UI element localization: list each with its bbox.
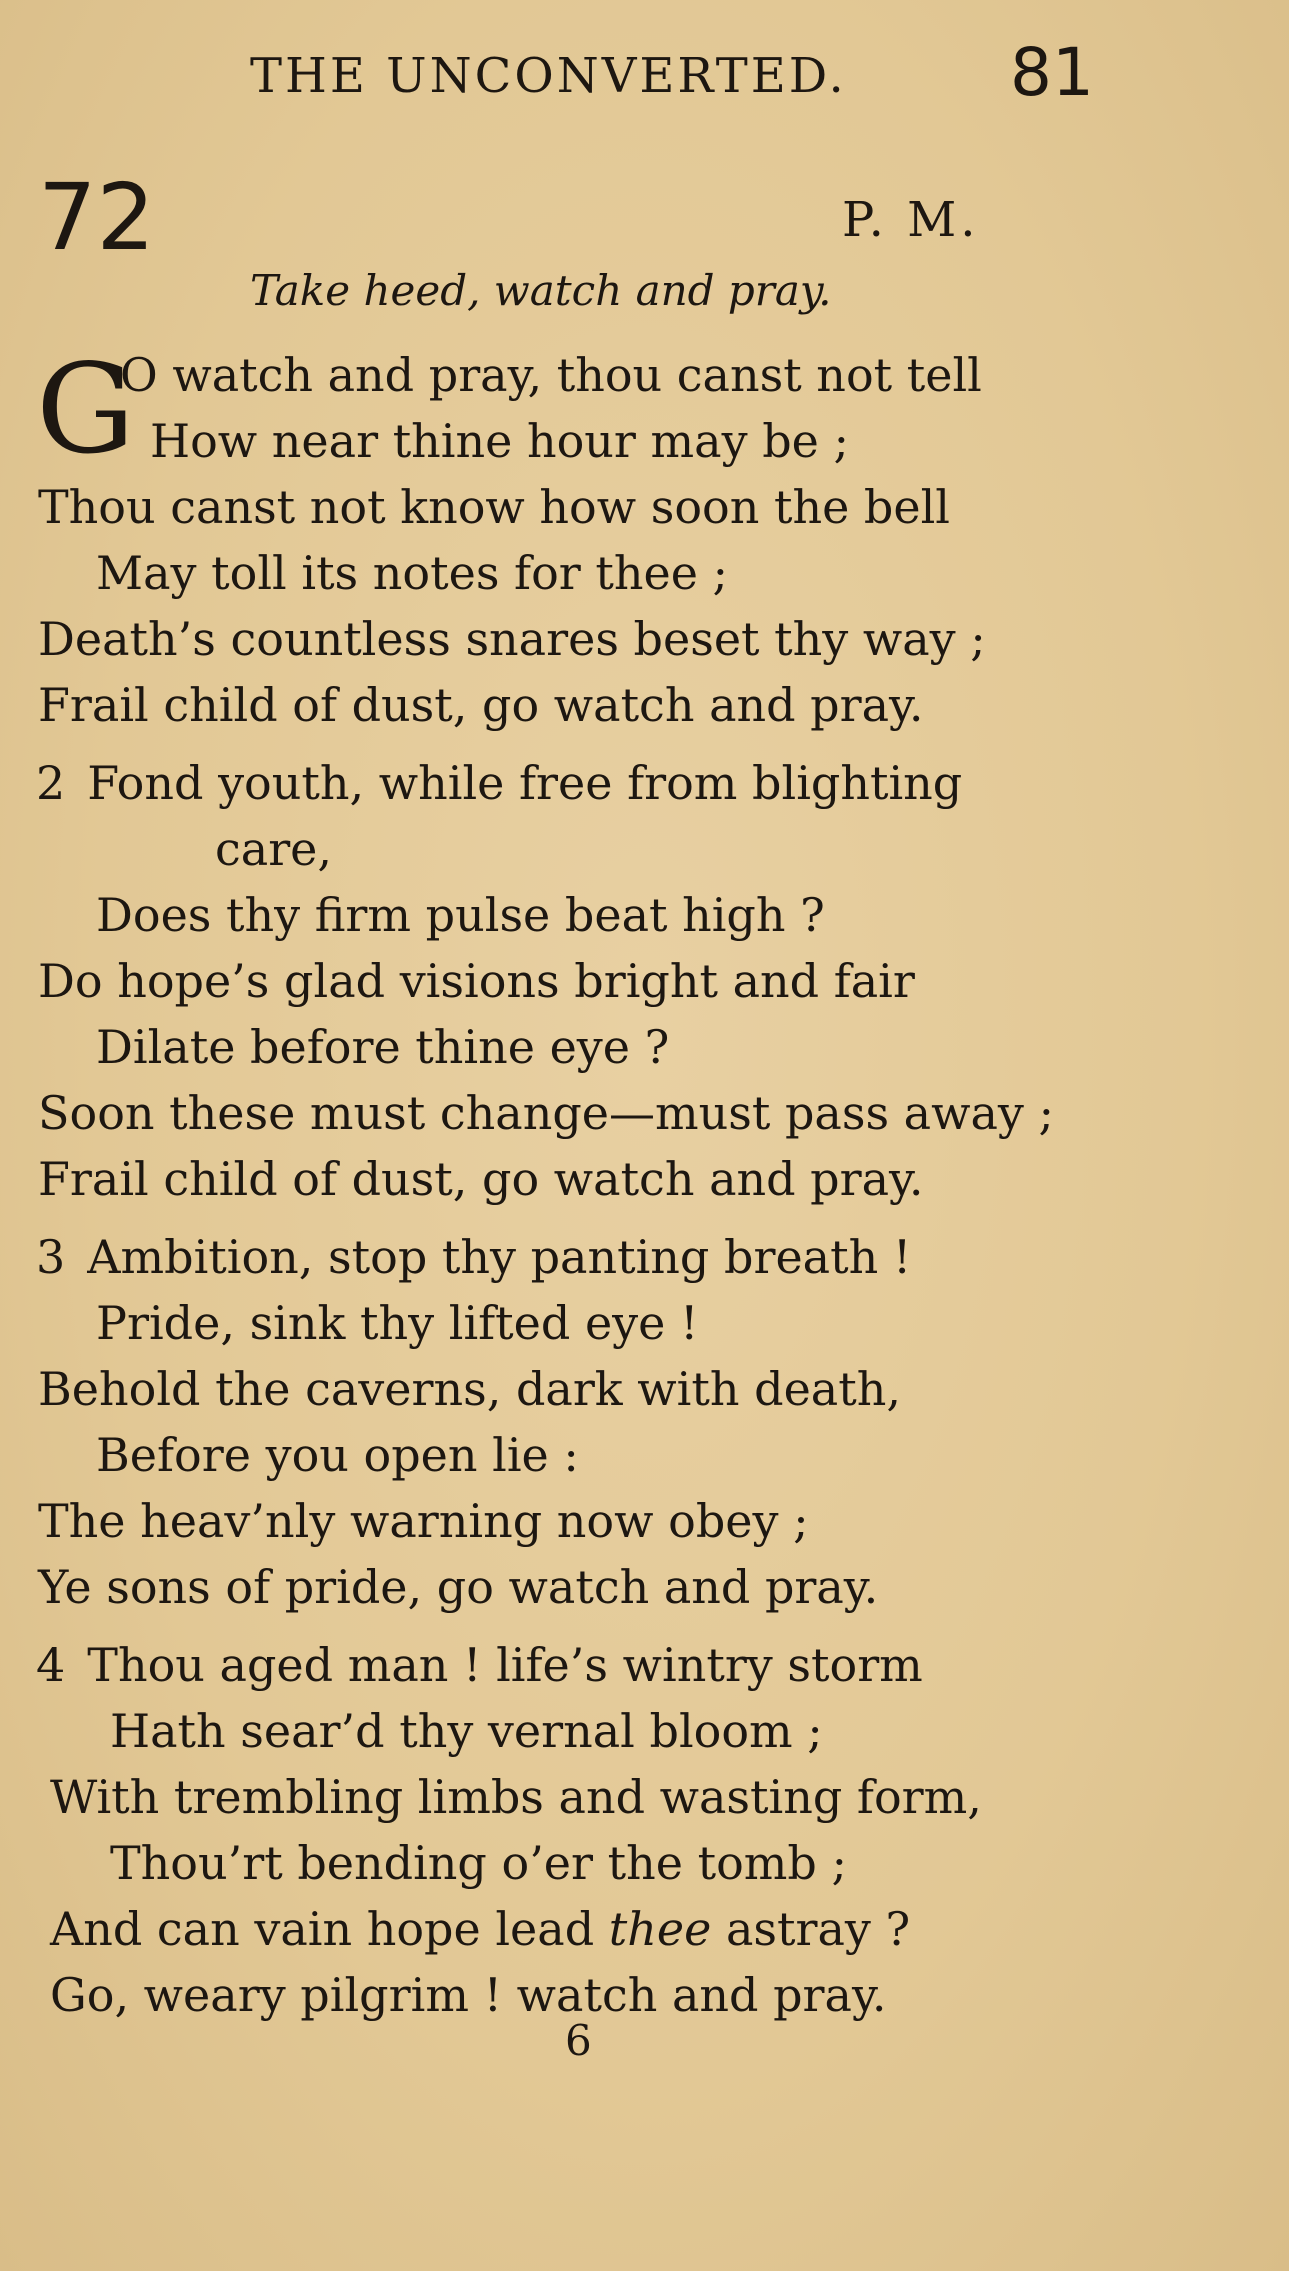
stanza4-line5-tail: astray ? xyxy=(725,1902,911,1956)
stanza1-line4: May toll its notes for thee ; xyxy=(96,546,729,600)
stanza2-line2: Does thy firm pulse beat high ? xyxy=(96,888,825,942)
stanza4-line3: With trembling limbs and wasting form, xyxy=(50,1770,982,1824)
stanza2-line4: Dilate before thine eye ? xyxy=(96,1020,670,1074)
hymn-number: 72 xyxy=(38,164,156,271)
running-title: THE UNCONVERTED. xyxy=(250,48,847,104)
stanza1-line6: Frail child of dust, go watch and pray. xyxy=(38,678,924,732)
stanza2-line6: Frail child of dust, go watch and pray. xyxy=(38,1152,924,1206)
hymn-meter: P. M. xyxy=(842,192,980,248)
stanza4-line5 xyxy=(50,1902,911,1956)
stanza3-line6: Ye sons of pride, go watch and pray. xyxy=(38,1560,879,1614)
stanza3-line3: Behold the caverns, dark with death, xyxy=(38,1362,901,1416)
stanza3-line1-text: Ambition, stop thy panting breath ! xyxy=(87,1230,912,1284)
stanza2-number: 2 xyxy=(36,756,66,810)
drop-cap: G xyxy=(36,338,136,482)
stanza3-number: 3 xyxy=(36,1230,66,1284)
stanza4-line5-text: And can vain hope lead xyxy=(50,1902,595,1956)
stanza2-line1 xyxy=(36,756,963,810)
stanza1-line1: O watch and pray, thou canst not tell xyxy=(120,348,982,402)
stanza4-line1 xyxy=(36,1638,923,1692)
page-number: 81 xyxy=(1010,34,1094,111)
stanza4-number: 4 xyxy=(36,1638,66,1692)
stanza3-line1 xyxy=(36,1230,912,1284)
signature-mark: 6 xyxy=(565,2016,592,2065)
stanza2-line5: Soon these must change—must pass away ; xyxy=(38,1086,1054,1140)
stanza3-line4: Before you open lie : xyxy=(96,1428,579,1482)
stanza3-line2: Pride, sink thy lifted eye ! xyxy=(96,1296,699,1350)
stanza2-line1-text: Fond youth, while free from blighting xyxy=(87,756,963,810)
stanza2-line3: Do hope’s glad visions bright and fair xyxy=(38,954,915,1008)
stanza4-line4: Thou’rt bending o’er the tomb ; xyxy=(110,1836,847,1890)
stanza4-line6: Go, weary pilgrim ! watch and pray. xyxy=(50,1968,887,2022)
stanza3-line5: The heav’nly warning now obey ; xyxy=(38,1494,809,1548)
hymn-subtitle: Take heed, watch and pray. xyxy=(250,266,832,315)
stanza1-line5: Death’s countless snares beset thy way ; xyxy=(38,612,986,666)
stanza1-line3: Thou canst not know how soon the bell xyxy=(38,480,951,534)
stanza4-line5-italic: thee xyxy=(608,1902,712,1956)
stanza4-line2: Hath sear’d thy vernal bloom ; xyxy=(110,1704,823,1758)
stanza2-line1-cont: care, xyxy=(215,822,333,876)
stanza4-line1-text: Thou aged man ! life’s wintry storm xyxy=(87,1638,923,1692)
stanza1-line2: How near thine hour may be ; xyxy=(150,414,849,468)
